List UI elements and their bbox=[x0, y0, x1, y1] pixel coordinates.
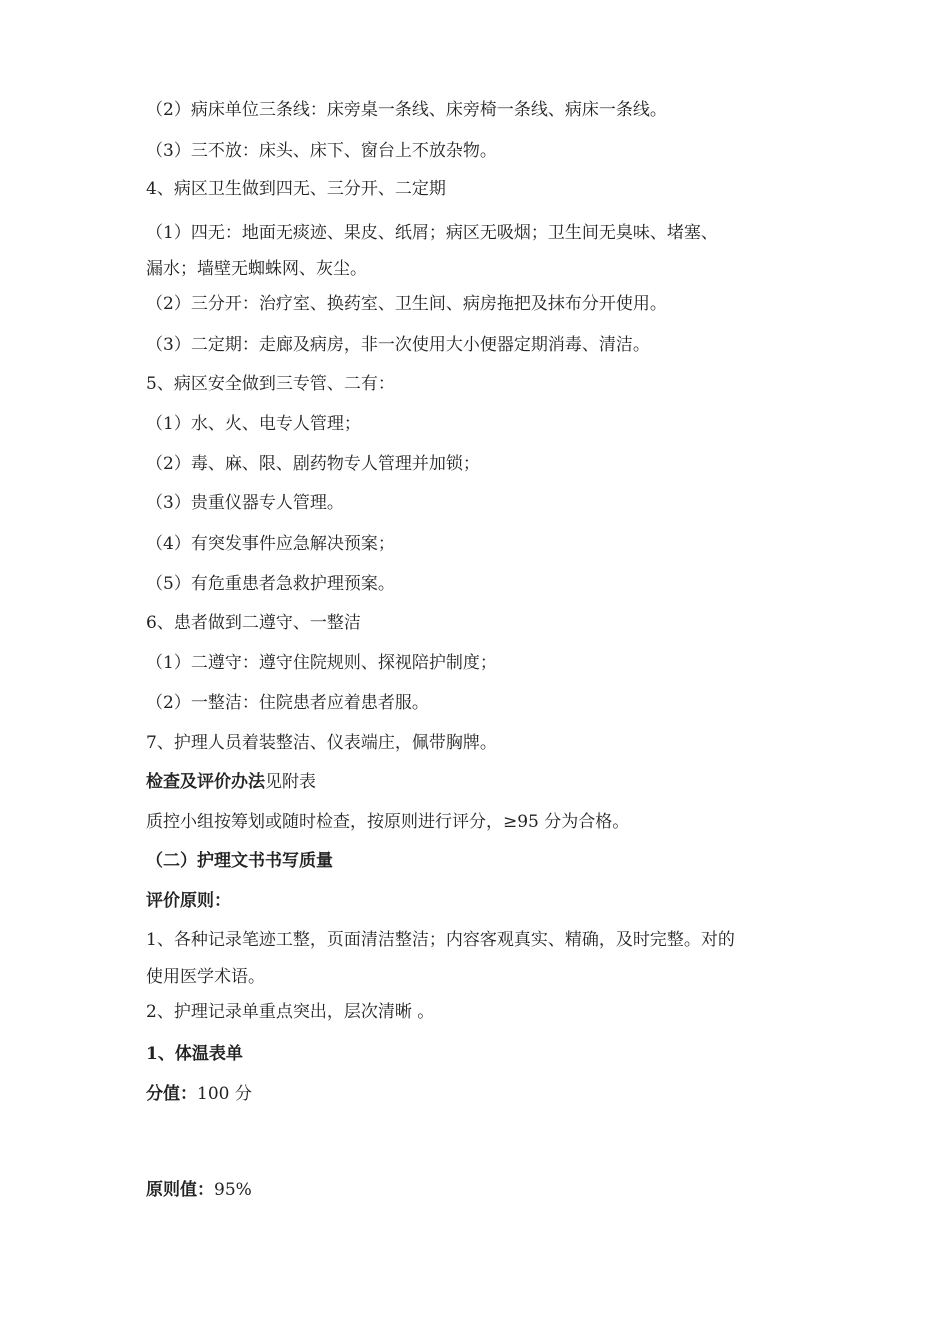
text-line: 6、患者做到二遵守、一整洁 bbox=[146, 613, 361, 633]
text-line: （2）病床单位三条线：床旁桌一条线、床旁椅一条线、病床一条线。 bbox=[146, 100, 667, 120]
text-line: （2）毒、麻、限、剧药物专人管理并加锁； bbox=[146, 454, 480, 474]
text-line: （1）二遵守：遵守住院规则、探视陪护制度； bbox=[146, 653, 497, 673]
text-line: （3）贵重仪器专人管理。 bbox=[146, 493, 344, 513]
inspection-suffix: 见附表 bbox=[265, 772, 316, 792]
section-heading: （二）护理文书书写质量 bbox=[146, 851, 333, 871]
inspection-heading: 检查及评价办法 bbox=[146, 772, 265, 792]
inspection-line bbox=[146, 770, 316, 794]
text-line: （3）二定期：走廊及病房，非一次使用大小便器定期消毒、清洁。 bbox=[146, 335, 650, 355]
score-line bbox=[146, 1082, 252, 1106]
standard-label: 原则值： bbox=[146, 1180, 214, 1200]
criteria-line-1a: 1、各种记录笔迹工整，页面清洁整洁；内容客观真实、精确，及时完整。对的 bbox=[146, 930, 735, 950]
inspection-text: 质控小组按筹划或随时检查，按原则进行评分，≥95 分为合格。 bbox=[146, 812, 630, 832]
text-line: （3）三不放：床头、床下、窗台上不放杂物。 bbox=[146, 141, 497, 161]
text-line: （2）三分开：治疗室、换药室、卫生间、病房拖把及抹布分开使用。 bbox=[146, 294, 667, 314]
text-line: （1）水、火、电专人管理； bbox=[146, 414, 361, 434]
standard-value: 95% bbox=[214, 1180, 252, 1200]
text-line: 4、病区卫生做到四无、三分开、二定期 bbox=[146, 179, 446, 199]
text-line: 5、病区安全做到三专管、二有： bbox=[146, 374, 395, 394]
text-line: （4）有突发事件应急解决预案； bbox=[146, 534, 395, 554]
criteria-line-2: 2、护理记录单重点突出，层次清晰 。 bbox=[146, 1002, 435, 1022]
text-line: （2）一整洁：住院患者应着患者服。 bbox=[146, 693, 429, 713]
item-heading: 1、体温表单 bbox=[146, 1044, 243, 1064]
score-value: 100 分 bbox=[197, 1084, 252, 1104]
text-line: （5）有危重患者急救护理预案。 bbox=[146, 574, 395, 594]
criteria-line-1b: 使用医学术语。 bbox=[146, 967, 265, 987]
text-line: 7、护理人员着装整洁、仪表端庄，佩带胸牌。 bbox=[146, 733, 497, 753]
standard-line bbox=[146, 1178, 252, 1202]
criteria-heading: 评价原则： bbox=[146, 891, 231, 911]
text-line: （1）四无：地面无痰迹、果皮、纸屑；病区无吸烟；卫生间无臭味、堵塞、 bbox=[146, 223, 718, 243]
score-label: 分值： bbox=[146, 1084, 197, 1104]
text-line: 漏水；墙壁无蜘蛛网、灰尘。 bbox=[146, 259, 367, 279]
